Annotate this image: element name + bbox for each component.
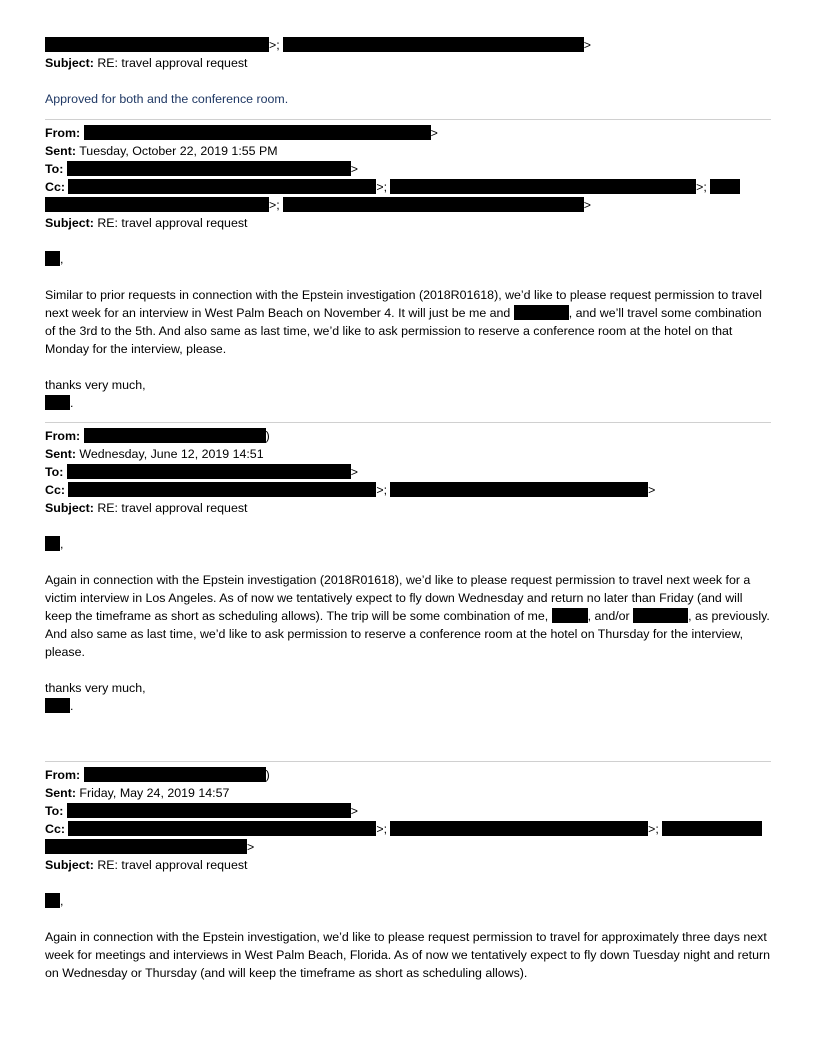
to-tail: > — [350, 465, 359, 479]
sent-value: Tuesday, October 22, 2019 1:55 PM — [75, 144, 278, 158]
closing: thanks very much, — [45, 681, 146, 695]
top-header-continuation — [45, 36, 771, 54]
redaction-block — [45, 197, 269, 212]
separator-text: > — [648, 483, 656, 497]
from-label: From: — [45, 768, 81, 782]
separator-text: > — [583, 198, 591, 212]
cc-label: Cc: — [45, 180, 65, 194]
separator-text: >; — [696, 180, 707, 194]
redaction-block — [283, 197, 584, 212]
subject-value: RE: travel approval request — [93, 501, 248, 515]
redaction-block — [710, 179, 740, 194]
separator-text: > — [583, 38, 591, 52]
body-text: , and we’ll travel some combination of the 3rd to the 5th. And also same as last time, we’d like to ask permission to reserve a conference room at the hotel on that Monday for the interview, please. — [45, 306, 762, 356]
redaction-block — [633, 608, 688, 623]
subject-line — [45, 856, 771, 874]
redaction-block — [45, 251, 60, 266]
salutation — [45, 535, 771, 553]
signature — [45, 394, 771, 412]
separator-text: >; — [269, 198, 280, 212]
to-label: To: — [45, 804, 64, 818]
from-tail: ) — [265, 429, 270, 443]
email-may-24 — [45, 766, 771, 982]
sent-label: Sent: — [45, 144, 76, 158]
from-label: From: — [45, 126, 81, 140]
from-line — [45, 766, 771, 784]
cc-line — [45, 820, 771, 838]
cc-line — [45, 481, 771, 499]
redaction-block — [390, 821, 648, 836]
redaction-block — [45, 536, 60, 551]
subject-value: RE: travel approval request — [93, 56, 248, 70]
redaction-block — [68, 482, 376, 497]
from-line — [45, 124, 771, 142]
separator-text: >; — [376, 180, 388, 194]
sent-value: Friday, May 24, 2019 14:57 — [75, 786, 230, 800]
salutation-tail: , — [60, 537, 64, 551]
email-body — [45, 571, 771, 661]
sent-label: Sent: — [45, 447, 76, 461]
from-tail: > — [430, 126, 438, 140]
redaction-block — [390, 179, 696, 194]
sent-line — [45, 784, 771, 802]
redaction-block — [84, 125, 431, 140]
cc-line — [45, 178, 771, 196]
signature — [45, 697, 771, 715]
redaction-block — [67, 464, 351, 479]
to-line — [45, 802, 771, 820]
approval-message: Approved for both and the conference room. — [45, 92, 289, 106]
redaction-block — [45, 893, 60, 908]
to-line — [45, 463, 771, 481]
from-tail: ) — [265, 768, 270, 782]
email-jun-12 — [45, 427, 771, 715]
redaction-block — [45, 698, 70, 713]
email-body — [45, 928, 771, 982]
email-document — [45, 36, 771, 982]
cc-label: Cc: — [45, 822, 65, 836]
body-text: , as previously. And also same as last time, we’d like to ask permission to reserve a conference room at the hotel on Thursday for the interview, please. — [45, 609, 770, 659]
subject-label: Subject: — [45, 858, 94, 872]
from-line — [45, 427, 771, 445]
body-text: , and/or — [587, 609, 634, 623]
top-subject-line — [45, 54, 771, 72]
redaction-block — [67, 161, 351, 176]
cc-label: Cc: — [45, 483, 65, 497]
salutation — [45, 250, 771, 268]
salutation-tail: , — [60, 894, 64, 908]
to-tail: > — [350, 804, 359, 818]
redaction-block — [283, 37, 584, 52]
redaction-block — [45, 395, 70, 410]
subject-label: Subject: — [45, 501, 94, 515]
separator-text: >; — [648, 822, 659, 836]
redaction-block — [552, 608, 588, 623]
separator-text: >; — [376, 822, 388, 836]
redaction-block — [390, 482, 648, 497]
subject-label: Subject: — [45, 216, 94, 230]
sent-line — [45, 142, 771, 160]
subject-value: RE: travel approval request — [93, 216, 248, 230]
separator-text: >; — [376, 483, 388, 497]
subject-line — [45, 214, 771, 232]
redaction-block — [45, 839, 247, 854]
to-line — [45, 160, 771, 178]
redaction-block — [84, 767, 266, 782]
separator-text: > — [247, 840, 255, 854]
redaction-block — [67, 803, 351, 818]
body-text: Similar to prior requests in connection with the Epstein investigation (2018R01618), we’d like to please request permission to travel next week for an interview in West Palm Beach on November 4. It will just be me and — [45, 288, 762, 320]
redaction-block — [84, 428, 266, 443]
signature-tail: . — [70, 396, 74, 410]
salutation — [45, 892, 771, 910]
subject-value: RE: travel approval request — [93, 858, 248, 872]
redaction-block — [662, 821, 762, 836]
sent-value: Wednesday, June 12, 2019 14:51 — [75, 447, 264, 461]
closing: thanks very much, — [45, 378, 146, 392]
to-label: To: — [45, 162, 64, 176]
salutation-tail: , — [60, 252, 64, 266]
sent-label: Sent: — [45, 786, 76, 800]
to-label: To: — [45, 465, 64, 479]
cc-line-continued — [45, 838, 771, 856]
subject-label: Subject: — [45, 56, 94, 70]
redaction-block — [68, 179, 376, 194]
to-tail: > — [350, 162, 359, 176]
subject-line — [45, 499, 771, 517]
email-oct-22 — [45, 124, 771, 412]
sent-line — [45, 445, 771, 463]
body-text: Again in connection with the Epstein investigation, we’d like to please request permission to travel for approximately three days next week for meetings and interviews in West Palm Beach, Florida. As of now we tentatively expect to fly down Tuesday night and return on Wednesday or Thursday (and will keep the timeframe as short as scheduling allows). — [45, 930, 770, 980]
separator-text: >; — [269, 38, 280, 52]
redaction-block — [514, 305, 569, 320]
email-body — [45, 286, 771, 358]
from-label: From: — [45, 429, 81, 443]
redaction-block — [45, 37, 269, 52]
redaction-block — [68, 821, 376, 836]
signature-tail: . — [70, 699, 74, 713]
cc-line-continued — [45, 196, 771, 214]
body-text: Again in connection with the Epstein investigation (2018R01618), we’d like to please request permission to travel next week for a victim interview in Los Angeles. As of now we tentatively expect to fly down Wednesday and return no later than Friday (and will keep the timeframe as short as scheduling allows). The trip will be some combination of me, — [45, 573, 751, 623]
